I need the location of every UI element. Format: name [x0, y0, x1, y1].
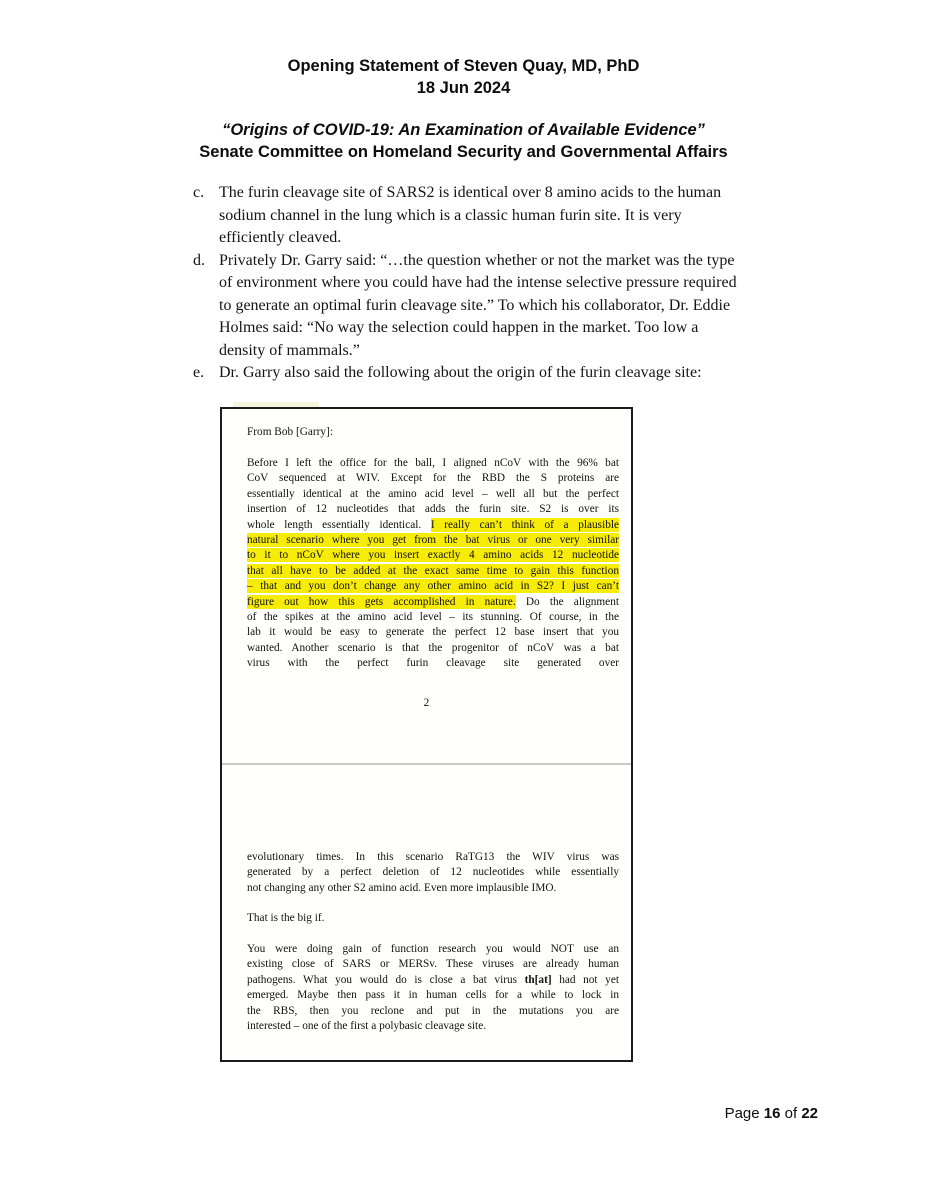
text-segment: insertion of 12 nucleotides that adds the furin site. S2 is over its: [247, 503, 619, 516]
highlighted-text: to it to nCoV where you insert exactly 4 amino acids 12 nucleotide: [247, 549, 619, 562]
text-segment: CoV sequenced at WIV. Except for the RBD the S proteins are: [247, 472, 619, 485]
exhibit-text-line: [247, 625, 619, 640]
exhibit-text-line: [247, 1019, 619, 1034]
exhibit-page-divider: [222, 763, 631, 765]
exhibit-text-line: [247, 533, 619, 548]
text-line: sodium channel in the lung which is a classic human furin site. It is very: [219, 206, 682, 224]
text-segment: pathogens. What you would do is close a bat virus: [247, 973, 525, 986]
document-title: Opening Statement of Steven Quay, MD, PhD: [287, 57, 640, 75]
list-item: [193, 250, 843, 363]
statement-list: [193, 182, 843, 385]
text-segment: Do the alignment: [515, 595, 619, 608]
text-segment: You were doing gain of function research you would NOT use an: [247, 943, 619, 955]
text-line: Dr. Garry also said the following about the origin of the furin cleavage site:: [219, 364, 702, 381]
exhibit-text-line: [247, 911, 619, 926]
text-segment: existing close of SARS or MERSv. These viruses are already human: [247, 958, 619, 971]
text-segment: evolutionary times. In this scenario RaTG13 the WIV virus was: [247, 851, 619, 863]
highlighted-text: I really can’t think of a plausible: [430, 518, 620, 531]
email-page1-paragraph: [247, 456, 619, 672]
exhibit-text-line: [247, 610, 619, 625]
text-segment: virus with the perfect furin cleavage site generated over: [247, 657, 619, 670]
text-segment: wanted. Another scenario is that the progenitor of nCoV was a bat: [247, 641, 619, 654]
exhibit-text-line: [247, 564, 619, 579]
exhibit-text-line: [247, 988, 619, 1003]
text-line: The furin cleavage site of SARS2 is identical over 8 amino acids to the human: [219, 184, 722, 201]
hearing-title: “Origins of COVID-19: An Examination of Available Evidence”: [222, 121, 705, 139]
list-item-text: [219, 362, 843, 385]
current-page-number: 16: [763, 1105, 781, 1122]
exhibit-text-line: [247, 957, 619, 972]
exhibit-text-line: [247, 942, 619, 957]
text-segment: lab it would be easy to generate the perfect 12 base insert that you: [247, 626, 619, 639]
exhibit-text-line: [247, 973, 619, 988]
email-exhibit-screenshot: [220, 407, 633, 1062]
highlighted-text: natural scenario where you get from the bat virus or one very similar: [247, 534, 619, 547]
exhibit-text-line: [247, 502, 619, 517]
exhibit-page-number: 2: [423, 697, 430, 709]
document-date: 18 Jun 2024: [416, 79, 511, 97]
of-label: of: [780, 1105, 802, 1122]
text-line: efficiently cleaved.: [219, 229, 342, 246]
text-segment: That is the big if.: [247, 912, 325, 924]
text-segment: emerged. Maybe then pass it in human cells for a while to lock in: [247, 989, 619, 1002]
page-label: Page: [724, 1105, 764, 1122]
exhibit-text-line: [247, 850, 619, 865]
highlighted-text: – that and you don’t change any other amino acid in S2? I just can’t: [247, 580, 619, 593]
highlighted-text: that all have to be added at the exact same time to gain this function: [247, 564, 619, 577]
committee-name: Senate Committee on Homeland Security and Governmental Affairs: [199, 143, 728, 161]
total-page-number: 22: [801, 1105, 818, 1122]
exhibit-text-line: [247, 865, 619, 880]
text-segment: generated by a perfect deletion of 12 nucleotides while essentially: [247, 866, 619, 879]
text-segment: essentially identical at the amino acid level – well all but the perfect: [247, 487, 619, 500]
list-item-marker: e.: [193, 364, 205, 381]
list-item-marker: d.: [193, 251, 205, 269]
email-from-line: From Bob [Garry]:: [247, 426, 333, 438]
exhibit-text-line: [247, 456, 619, 471]
exhibit-text-line: [247, 641, 619, 656]
exhibit-text-line: [247, 518, 619, 533]
email-page2-paragraph: [247, 942, 619, 1034]
list-item: [193, 362, 843, 385]
exhibit-text-line: [247, 595, 619, 610]
exhibit-text-line: [247, 471, 619, 486]
list-item-text: [219, 250, 843, 363]
exhibit-text-line: [247, 881, 619, 896]
exhibit-text-line: [247, 487, 619, 502]
text-line: Holmes said: “No way the selection could happen in the market. Too low a: [219, 319, 699, 336]
list-item-marker: c.: [193, 184, 205, 201]
page-number-indicator: [725, 1105, 818, 1122]
text-line: Privately Dr. Garry said: “…the question whether or not the market was the type: [219, 251, 735, 269]
exhibit-text-line: [247, 548, 619, 563]
text-line: to generate an optimal furin cleavage site.” To which his collaborator, Dr. Eddie: [219, 296, 731, 314]
text-line: of environment where you could have had the intense selective pressure required: [219, 274, 737, 291]
text-segment: whole length essentially identical.: [247, 518, 431, 531]
text-line: density of mammals.”: [219, 341, 360, 359]
exhibit-text-line: [247, 579, 619, 594]
list-item-text: [219, 182, 843, 250]
text-segment: had not yet: [551, 973, 619, 986]
text-segment: Before I left the office for the ball, I aligned nCoV with the 96% bat: [247, 457, 619, 469]
text-segment: not changing any other S2 amino acid. Even more implausible IMO.: [247, 881, 557, 894]
text-segment: interested – one of the first a polybasic cleavage site.: [247, 1020, 487, 1033]
text-segment: of the spikes at the amino acid level – its stunning. Of course, in the: [247, 611, 619, 624]
exhibit-text-line: [247, 1004, 619, 1019]
email-page2-paragraph: [247, 911, 619, 926]
highlighted-text: figure out how this gets accomplished in nature.: [247, 595, 516, 608]
text-segment: the RBS, then you reclone and put in the mutations you are: [247, 1004, 619, 1017]
email-page2-paragraph: [247, 850, 619, 896]
list-item: [193, 182, 843, 250]
bold-text: th[at]: [524, 973, 552, 986]
exhibit-text-line: [247, 656, 619, 671]
